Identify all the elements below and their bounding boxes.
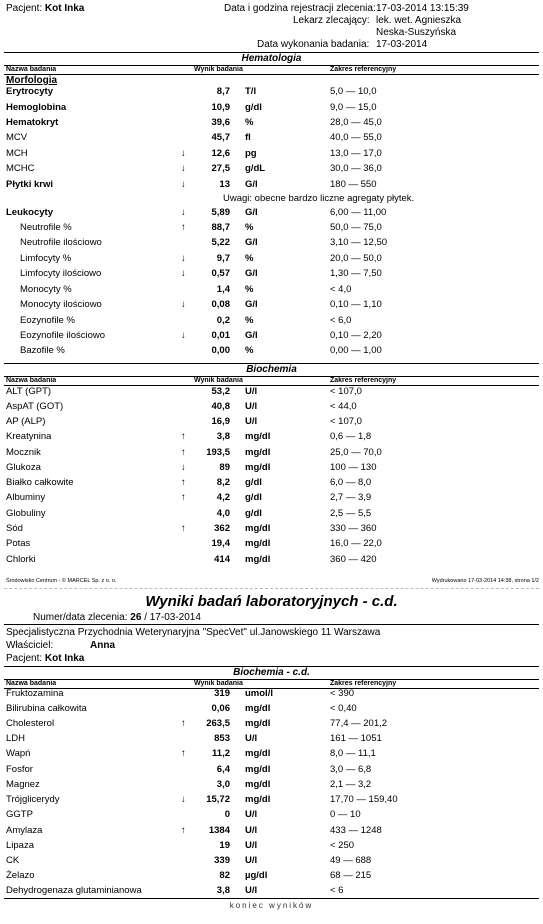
test-name: Monocyty %	[20, 284, 72, 295]
page-separator	[4, 588, 539, 589]
flag-arrow: ↓	[181, 330, 186, 341]
result-value: 5,22	[211, 237, 230, 248]
test-name: Cholesterol	[6, 718, 55, 729]
test-name: Sód	[6, 523, 23, 534]
order-date: / 17-03-2014	[144, 612, 201, 623]
result-value: 39,6	[211, 117, 230, 128]
hematologia-note: Uwagi: obecne bardzo liczne agregaty płytek.	[223, 193, 415, 204]
table-row	[0, 401, 543, 416]
reference-range: 28,0 — 45,0	[330, 117, 382, 128]
flag-arrow: ↓	[181, 207, 186, 218]
reference-range: 50,0 — 75,0	[330, 222, 382, 233]
footer-right: Wydrukowano 17-03-2014 14:38, strona 1/2	[431, 578, 539, 584]
reference-range: 13,0 — 17,0	[330, 148, 382, 159]
table-row	[0, 825, 543, 840]
result-value: 15,72	[206, 794, 230, 805]
result-unit: G/l	[245, 207, 258, 218]
reference-range: 2,5 — 5,5	[330, 508, 372, 519]
reference-range: 0,10 — 2,20	[330, 330, 382, 341]
result-value: 1384	[208, 825, 230, 836]
reference-range: 3,0 — 6,8	[330, 764, 372, 775]
result-value: 0,57	[211, 268, 230, 279]
result-value: 0,00	[211, 345, 230, 356]
test-name: Bazofile %	[20, 345, 65, 356]
result-unit: mg/dl	[245, 703, 271, 714]
patient2-info	[6, 653, 84, 664]
patient-name: Kot Inka	[44, 3, 85, 14]
reference-range: 16,0 — 22,0	[330, 538, 382, 549]
test-name: Glukoza	[6, 462, 41, 473]
result-value: 53,2	[211, 386, 230, 397]
flag-arrow: ↑	[181, 523, 186, 534]
table-row	[0, 748, 543, 763]
registration-value: 17-03-2014 13:15:39	[376, 3, 469, 14]
flag-arrow: ↓	[181, 462, 186, 473]
result-value: 12,6	[211, 148, 230, 159]
result-value: 27,5	[211, 163, 230, 174]
order-number: 26	[130, 612, 142, 623]
test-name: Eozynofile ilościowo	[20, 330, 106, 341]
test-name: Mocznik	[6, 447, 41, 458]
result-unit: %	[245, 345, 254, 356]
table-row	[0, 253, 543, 268]
table-row	[0, 554, 543, 569]
result-unit: %	[245, 222, 254, 233]
reference-range: 100 — 130	[330, 462, 377, 473]
section-biochemia: Biochemia	[4, 363, 539, 377]
result-unit: g/dl	[245, 477, 262, 488]
test-name: Limfocyty %	[20, 253, 72, 264]
table-row	[0, 508, 543, 523]
flag-arrow: ↓	[181, 179, 186, 190]
table-row	[0, 764, 543, 779]
result-unit: g/dl	[245, 492, 262, 503]
reference-range: < 44,0	[330, 401, 357, 412]
table-row	[0, 779, 543, 794]
result-unit: umol/l	[245, 688, 273, 699]
flag-arrow: ↑	[181, 222, 186, 233]
patient-header	[6, 3, 84, 14]
test-name: Albuminy	[6, 492, 46, 503]
result-unit: U/l	[245, 401, 258, 412]
col-header-name: Nazwa badania	[6, 680, 57, 687]
result-value: 16,9	[211, 416, 230, 427]
result-value: 4,2	[216, 492, 230, 503]
result-unit: G/l	[245, 237, 258, 248]
result-unit: U/l	[245, 855, 258, 866]
result-unit: U/l	[245, 733, 258, 744]
result-value: 362	[214, 523, 230, 534]
test-name: AP (ALP)	[6, 416, 46, 427]
flag-arrow: ↑	[181, 718, 186, 729]
test-name: Amylaza	[6, 825, 43, 836]
flag-arrow: ↑	[181, 447, 186, 458]
table-row	[0, 268, 543, 283]
result-unit: U/l	[245, 885, 258, 896]
test-name: Monocyty ilościowo	[20, 299, 102, 310]
exam-date-label: Data wykonania badania:	[257, 39, 370, 50]
reference-range: 20,0 — 50,0	[330, 253, 382, 264]
result-unit: mg/dl	[245, 794, 271, 805]
result-unit: U/l	[245, 809, 258, 820]
doctor-label: Lekarz zlecający:	[293, 15, 370, 26]
table-row	[0, 523, 543, 538]
table-row	[0, 237, 543, 252]
test-name: Chlorki	[6, 554, 36, 565]
result-unit: G/l	[245, 299, 258, 310]
table-row	[0, 299, 543, 314]
table-row	[0, 148, 543, 163]
col-header-reference: Zakres referencyjny	[330, 66, 397, 73]
reference-range: 161 — 1051	[330, 733, 382, 744]
result-value: 40,8	[211, 401, 230, 412]
result-unit: U/l	[245, 825, 258, 836]
reference-range: < 6	[330, 885, 344, 896]
test-name: MCHC	[6, 163, 35, 174]
result-value: 89	[219, 462, 230, 473]
patient-label: Pacjent:	[6, 3, 43, 14]
table-row	[0, 345, 543, 360]
flag-arrow: ↓	[181, 268, 186, 279]
reference-range: 30,0 — 36,0	[330, 163, 382, 174]
table-row	[0, 462, 543, 477]
flag-arrow: ↓	[181, 299, 186, 310]
flag-arrow: ↓	[181, 794, 186, 805]
result-unit: g/dl	[245, 508, 262, 519]
test-name: MCV	[6, 132, 28, 143]
result-unit: mg/dl	[245, 748, 271, 759]
result-unit: mg/dl	[245, 431, 271, 442]
result-unit: %	[245, 117, 254, 128]
result-unit: g/dl	[245, 102, 262, 113]
result-unit: µg/dl	[245, 870, 268, 881]
flag-arrow: ↑	[181, 492, 186, 503]
order-info	[33, 612, 201, 623]
result-value: 0	[224, 809, 230, 820]
reference-range: 180 — 550	[330, 179, 377, 190]
result-unit: %	[245, 284, 254, 295]
col-header-result: Wynik badania	[194, 66, 243, 73]
test-name: Neutrofile ilościowo	[20, 237, 102, 248]
table-row	[0, 840, 543, 855]
result-value: 319	[214, 688, 230, 699]
test-name: Erytrocyty	[6, 86, 53, 97]
reference-range: 77,4 — 201,2	[330, 718, 388, 729]
result-value: 8,7	[216, 86, 230, 97]
reference-range: 0,00 — 1,00	[330, 345, 382, 356]
divider	[4, 74, 539, 75]
result-value: 0,01	[211, 330, 230, 341]
col-header-name: Nazwa badania	[6, 377, 57, 384]
test-name: AspAT (GOT)	[6, 401, 64, 412]
result-value: 853	[214, 733, 230, 744]
result-value: 1,4	[216, 284, 230, 295]
col-header-reference: Zakres referencyjny	[330, 377, 397, 384]
reference-range: 5,0 — 10,0	[330, 86, 377, 97]
test-name: Płytki krwi	[6, 179, 53, 190]
result-value: 88,7	[211, 222, 230, 233]
reference-range: < 390	[330, 688, 355, 699]
result-unit: mg/dl	[245, 538, 271, 549]
table-row	[0, 330, 543, 345]
table-row	[0, 870, 543, 885]
reference-range: 6,00 — 11,00	[330, 207, 387, 218]
result-unit: %	[245, 253, 254, 264]
test-name: CK	[6, 855, 20, 866]
table-row	[0, 855, 543, 870]
table-row	[0, 477, 543, 492]
end-of-results: koniec wyników	[229, 901, 314, 910]
result-unit: mg/dl	[245, 554, 271, 565]
result-unit: pg	[245, 148, 257, 159]
result-value: 13	[219, 179, 230, 190]
test-name: Hemoglobina	[6, 102, 67, 113]
col-header-result: Wynik badania	[194, 377, 243, 384]
reference-range: < 4,0	[330, 284, 352, 295]
flag-arrow: ↓	[181, 148, 186, 159]
reference-range: 25,0 — 70,0	[330, 447, 382, 458]
owner-label: Właściciel:	[6, 640, 54, 651]
doctor-value-2: Neska-Suszyńska	[376, 27, 457, 38]
section-biochemia-cd: Biochemia - c.d.	[4, 666, 539, 680]
divider	[4, 624, 539, 625]
table-row	[0, 809, 543, 824]
table-row	[0, 163, 543, 178]
result-value: 11,2	[212, 748, 230, 759]
test-name: Lipaza	[6, 840, 34, 851]
test-name: Fruktozamina	[6, 688, 64, 699]
result-value: 19	[219, 840, 230, 851]
result-unit: mg/dl	[245, 523, 271, 534]
result-value: 82	[219, 870, 230, 881]
flag-arrow: ↑	[181, 825, 186, 836]
flag-arrow: ↓	[181, 253, 186, 264]
order-label: Numer/data zlecenia:	[33, 612, 128, 623]
exam-date-value: 17-03-2014	[376, 39, 428, 50]
col-header-reference: Zakres referencyjny	[330, 680, 397, 687]
result-unit: g/dL	[245, 163, 266, 174]
owner-name: Anna	[90, 640, 115, 651]
patient2-label: Pacjent:	[6, 653, 43, 664]
result-unit: mg/dl	[245, 764, 271, 775]
flag-arrow: ↑	[181, 748, 186, 759]
reference-range: 1,30 — 7,50	[330, 268, 382, 279]
test-name: Hematokryt	[6, 117, 59, 128]
subsection-morfologia: Morfologia	[6, 75, 58, 86]
table-row	[0, 386, 543, 401]
test-name: LDH	[6, 733, 26, 744]
table-row	[0, 117, 543, 132]
test-name: Białko całkowite	[6, 477, 74, 488]
test-name: Leukocyty	[6, 207, 53, 218]
result-value: 5,89	[211, 207, 230, 218]
result-value: 263,5	[206, 718, 230, 729]
table-row	[0, 102, 543, 117]
table-row	[0, 492, 543, 507]
table-row	[0, 284, 543, 299]
flag-arrow: ↑	[181, 431, 186, 442]
result-unit: U/l	[245, 840, 258, 851]
result-unit: mg/dl	[245, 779, 271, 790]
reference-range: 17,70 — 159,40	[330, 794, 398, 805]
test-name: Magnez	[6, 779, 40, 790]
test-name: ALT (GPT)	[6, 386, 52, 397]
table-row	[0, 315, 543, 330]
table-row	[0, 222, 543, 237]
table-row	[0, 688, 543, 703]
reference-range: 49 — 688	[330, 855, 372, 866]
test-name: Globuliny	[6, 508, 46, 519]
result-value: 193,5	[206, 447, 230, 458]
flag-arrow: ↑	[181, 477, 186, 488]
page2-title: Wyniki badań laboratoryjnych - c.d.	[145, 593, 398, 610]
result-unit: U/l	[245, 416, 258, 427]
reference-range: 2,1 — 3,2	[330, 779, 372, 790]
result-value: 0,08	[211, 299, 230, 310]
result-unit: mg/dl	[245, 447, 271, 458]
test-name: GGTP	[6, 809, 33, 820]
reference-range: 68 — 215	[330, 870, 372, 881]
registration-label: Data i godzina rejestracji zlecenia:	[224, 3, 376, 14]
test-name: Wapń	[6, 748, 31, 759]
table-row	[0, 538, 543, 553]
test-name: Żelazo	[6, 870, 35, 881]
result-value: 9,7	[216, 253, 230, 264]
table-row	[0, 207, 543, 222]
test-name: MCH	[6, 148, 28, 159]
result-unit: fl	[245, 132, 251, 143]
result-value: 414	[214, 554, 230, 565]
table-row	[0, 132, 543, 147]
result-value: 339	[214, 855, 230, 866]
col-header-result: Wynik badania	[194, 680, 243, 687]
result-value: 3,8	[216, 885, 230, 896]
divider	[4, 898, 539, 899]
test-name: Bilirubina całkowita	[6, 703, 87, 714]
table-row	[0, 431, 543, 446]
clinic-name: Specjalistyczna Przychodnia Weterynaryjna "SpecVet" ul.Janowskiego 11 Warszawa	[6, 627, 381, 638]
test-name: Trójglicerydy	[6, 794, 60, 805]
reference-range: 9,0 — 15,0	[330, 102, 377, 113]
reference-range: 360 — 420	[330, 554, 377, 565]
result-value: 19,4	[211, 538, 230, 549]
reference-range: 0 — 10	[330, 809, 361, 820]
result-unit: G/l	[245, 330, 258, 341]
reference-range: < 250	[330, 840, 355, 851]
table-row	[0, 794, 543, 809]
test-name: Limfocyty ilościowo	[20, 268, 102, 279]
table-row	[0, 447, 543, 462]
doctor-value-1: lek. wet. Agnieszka	[376, 15, 462, 26]
table-row	[0, 179, 543, 194]
table-row	[0, 733, 543, 748]
result-value: 0,2	[216, 315, 230, 326]
test-name: Eozynofile %	[20, 315, 75, 326]
reference-range: 40,0 — 55,0	[330, 132, 382, 143]
result-unit: mg/dl	[245, 462, 271, 473]
result-value: 4,0	[216, 508, 230, 519]
reference-range: < 107,0	[330, 416, 362, 427]
col-header-name: Nazwa badania	[6, 66, 57, 73]
table-row	[0, 416, 543, 431]
result-value: 3,8	[216, 431, 230, 442]
test-name: Potas	[6, 538, 31, 549]
table-row	[0, 86, 543, 101]
test-name: Dehydrogenaza glutaminianowa	[6, 885, 142, 896]
reference-range: 433 — 1248	[330, 825, 382, 836]
result-unit: %	[245, 315, 254, 326]
result-unit: T/l	[245, 86, 257, 97]
test-name: Fosfor	[6, 764, 33, 775]
footer-left: Środowisko Centrum - © MARCEL Sp. z o. o.	[6, 578, 117, 584]
result-value: 8,2	[216, 477, 230, 488]
result-value: 10,9	[211, 102, 230, 113]
reference-range: 330 — 360	[330, 523, 377, 534]
reference-range: < 6,0	[330, 315, 352, 326]
reference-range: 8,0 — 11,1	[330, 748, 376, 759]
result-unit: U/l	[245, 386, 258, 397]
table-row	[0, 703, 543, 718]
flag-arrow: ↓	[181, 163, 186, 174]
reference-range: 3,10 — 12,50	[330, 237, 388, 248]
result-unit: G/l	[245, 179, 258, 190]
test-name: Kreatynina	[6, 431, 52, 442]
reference-range: 6,0 — 8,0	[330, 477, 372, 488]
result-value: 45,7	[211, 132, 230, 143]
result-unit: mg/dl	[245, 718, 271, 729]
reference-range: < 0,40	[330, 703, 357, 714]
section-hematologia: Hematologia	[4, 52, 539, 66]
table-row	[0, 718, 543, 733]
patient2-name: Kot Inka	[44, 653, 85, 664]
result-value: 0,06	[211, 703, 230, 714]
result-value: 6,4	[216, 764, 230, 775]
result-value: 3,0	[216, 779, 230, 790]
test-name: Neutrofile %	[20, 222, 72, 233]
reference-range: 0,6 — 1,8	[330, 431, 372, 442]
reference-range: 2,7 — 3,9	[330, 492, 372, 503]
result-unit: G/l	[245, 268, 258, 279]
reference-range: < 107,0	[330, 386, 362, 397]
reference-range: 0,10 — 1,10	[330, 299, 382, 310]
